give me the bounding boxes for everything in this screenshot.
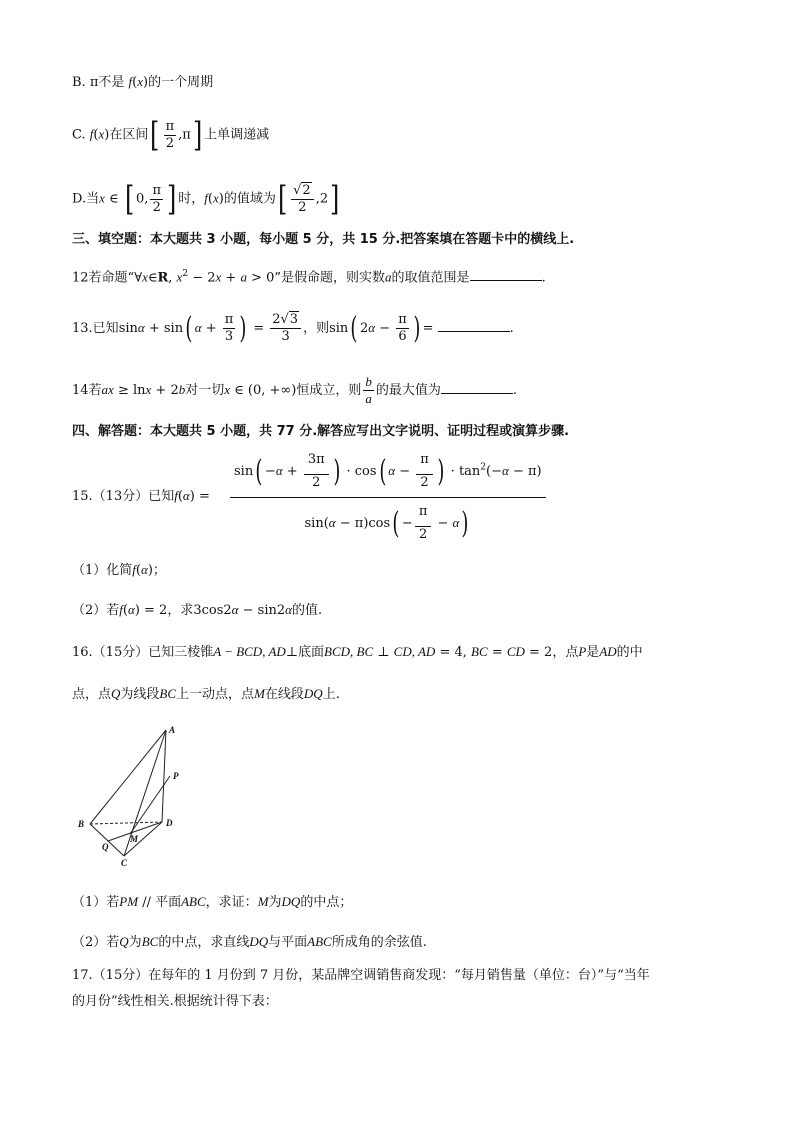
option-b: B. π不是 f(x)的一个周期 <box>72 74 214 90</box>
label-c: C <box>121 858 128 866</box>
edge-ab <box>90 730 166 824</box>
edge-bd <box>90 822 162 824</box>
question-15-part-1: （1）化简f(α)； <box>72 562 166 578</box>
option-d: D.当x ∈ [ 0, $\frac{\pi}{2}$ ] 时，f(x)的值域为[ $\frac{√2}{2}$ ,2] <box>72 179 340 219</box>
answer-blank-12[interactable] <box>470 266 542 281</box>
question-16-line-1: 16.（15分）已知三棱锥A − BCD, AD⊥底面BCD, BC ⊥ CD, AD = 4, BC = CD = 2，点P是AD的中 <box>72 644 643 660</box>
label-m: M <box>130 834 139 844</box>
question-17-line-1: 17.（15分）在每年的 1 月份到 7 月份，某品牌空调销售商发现：“每月销售量（单位：台）”与“当年 <box>72 968 650 983</box>
label-q: Q <box>102 842 109 852</box>
label-b: B <box>78 819 85 829</box>
question-14: 14若ax ≥ lnx + 2b对一切x ∈ (0, +∞)恒成立，则 $\frac{b}{a}$ 的最大值为 . <box>72 374 517 406</box>
question-16-part-2: （2）若Q为BC的中点，求直线DQ与平面ABC所成角的余弦值. <box>72 934 427 950</box>
label-a: A <box>169 725 176 735</box>
answer-blank-13[interactable] <box>438 317 510 332</box>
question-15-fraction: sin( −α + $\frac{3\pi}{2}$ ) · cos( α − $\frac{\pi}{2}$ ) · $\tan^2(-\alpha - \pi)$ sin(α − π)cos( − $\frac{\pi}{2}$ − α) <box>230 452 546 543</box>
question-17-line-2: 的月份”线性相关.根据统计得下表： <box>72 994 278 1009</box>
label-d: D <box>166 818 173 828</box>
edge-ad <box>162 730 166 822</box>
section-4-heading: 四、解答题：本大题共 5 小题，共 77 分.解答应写出文字说明、证明过程或演算步骤. <box>72 424 570 439</box>
question-12: 12若命题“∀x∈R, $x^2 - 2x + a > 0$”是假命题，则实数a的取值范围是 . <box>72 264 546 288</box>
tetrahedron-figure <box>72 716 192 870</box>
question-16-line-2: 点，点Q为线段BC上一动点，点M在线段DQ上. <box>72 686 340 702</box>
question-13: 13.已知sinα + sin( α + $\frac{\pi}{3}$ ) = $\frac{2√3}{3}$ ，则sin( 2α − $\frac{\pi}{6}$ ) = . <box>72 310 514 346</box>
question-15-stem: 15.（13分）已知f(α) = <box>72 488 210 504</box>
question-15-part-2: （2）若f(α) = 2，求3cos2α − sin2α的值. <box>72 602 323 618</box>
question-16-part-1: （1）若PM // 平面ABC，求证：M为DQ的中点； <box>72 894 353 910</box>
section-3-heading: 三、填空题：本大题共 3 小题，每小题 5 分，共 15 分.把答案填在答题卡中的横线上. <box>72 232 575 247</box>
option-c: C. f(x)在区间[ $\frac{\pi}{2}$ ,π] 上单调递减 <box>72 115 270 155</box>
segment-pm <box>130 776 170 834</box>
label-p: P <box>173 771 179 781</box>
answer-blank-14[interactable] <box>441 379 513 394</box>
